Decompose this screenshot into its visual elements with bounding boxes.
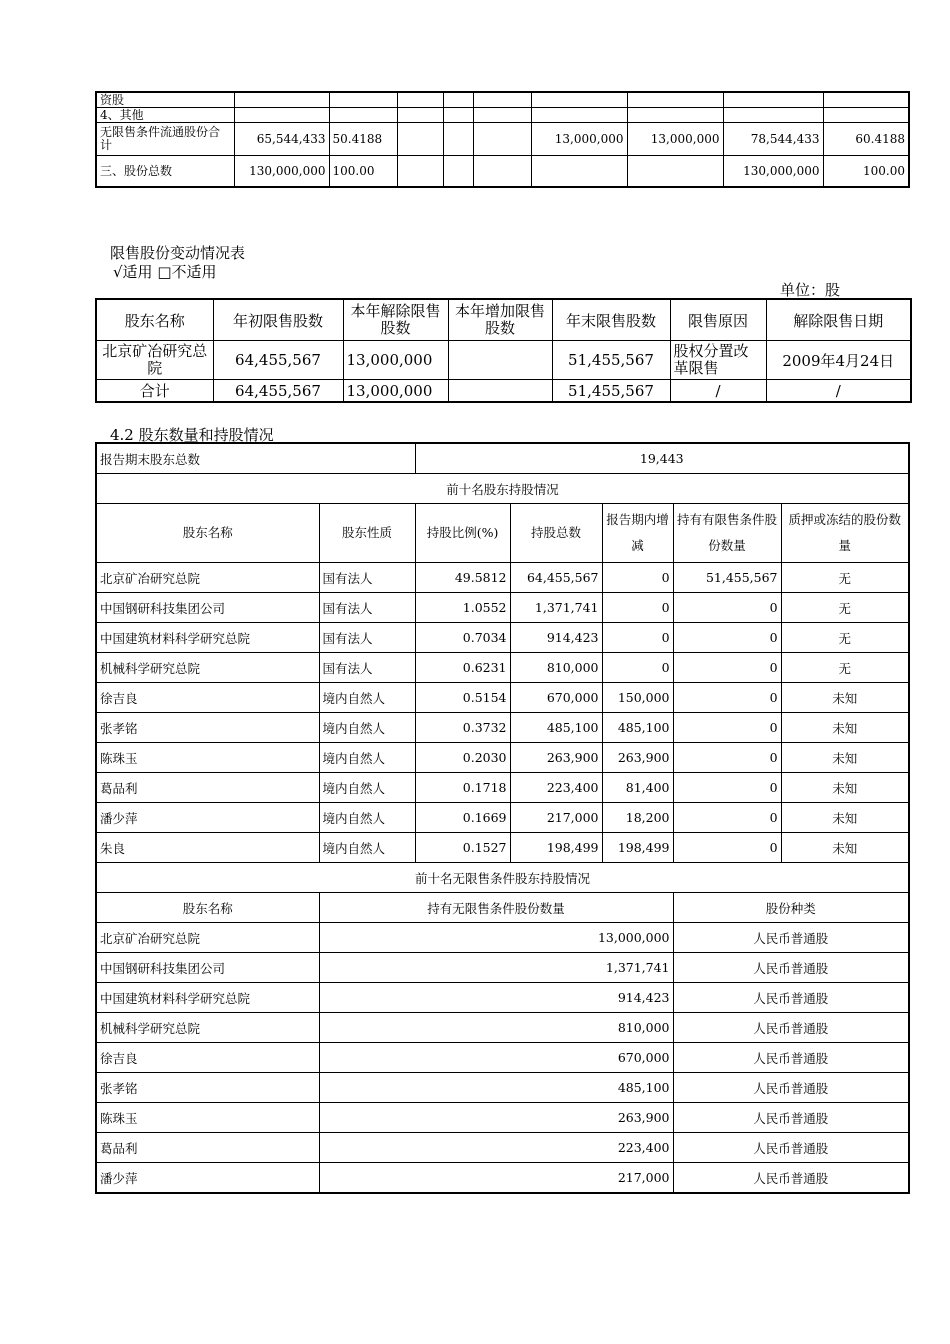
table-row: 合计 64,455,567 13,000,000 51,455,567 / /	[96, 380, 911, 403]
table-row: 葛品利 境内自然人 0.1718 223,400 81,400 0 未知	[96, 773, 909, 803]
shareholders-table	[95, 442, 910, 1194]
applicability-checkbox: √适用 □不适用	[113, 263, 217, 281]
row-label: 三、股份总数	[96, 156, 234, 188]
table-row: 中国钢研科技集团公司 1,371,741 人民币普通股	[96, 953, 909, 983]
table-row: 机械科学研究总院 国有法人 0.6231 810,000 0 0 无	[96, 653, 909, 683]
table-row: 陈珠玉 境内自然人 0.2030 263,900 263,900 0 未知	[96, 743, 909, 773]
table-row: 北京矿冶研究总院 64,455,567 13,000,000 51,455,567 股权分置改革限售 2009年4月24日	[96, 341, 911, 380]
table-header: 股东名称 年初限售股数 本年解除限售股数 本年增加限售股数 年末限售股数 限售原因 解除限售日期	[96, 299, 911, 341]
table-row: 张孝铭 境内自然人 0.3732 485,100 485,100 0 未知	[96, 713, 909, 743]
table-row: 葛品利 223,400 人民币普通股	[96, 1133, 909, 1163]
share-change-table	[95, 91, 910, 188]
row-label: 4、其他	[96, 108, 234, 123]
restricted-title: 限售股份变动情况表	[110, 244, 246, 262]
table-row: 机械科学研究总院 810,000 人民币普通股	[96, 1013, 909, 1043]
section-header: 前十名股东持股情况	[96, 474, 909, 504]
table-row: 徐吉良 境内自然人 0.5154 670,000 150,000 0 未知	[96, 683, 909, 713]
table-row	[96, 92, 909, 108]
row-label: 无限售条件流通股份合计	[96, 123, 234, 156]
section-header: 前十名无限售条件股东持股情况	[96, 863, 909, 893]
table-row: 中国建筑材料科学研究总院 914,423 人民币普通股	[96, 983, 909, 1013]
restricted-shares-table	[95, 298, 912, 403]
table-row: 北京矿冶研究总院 国有法人 49.5812 64,455,567 0 51,455,567 无	[96, 563, 909, 593]
table-row: 中国钢研科技集团公司 国有法人 1.0552 1,371,741 0 0 无	[96, 593, 909, 623]
unit-label: 单位：股	[780, 281, 841, 299]
table-row: 北京矿冶研究总院 13,000,000 人民币普通股	[96, 923, 909, 953]
table-row: 陈珠玉 263,900 人民币普通股	[96, 1103, 909, 1133]
row-label: 资股	[96, 92, 234, 108]
table-row: 朱良 境内自然人 0.1527 198,499 198,499 0 未知	[96, 833, 909, 863]
total-holders-row: 报告期末股东总数 19,443	[96, 443, 909, 474]
table-row: 潘少萍 217,000 人民币普通股	[96, 1163, 909, 1194]
table-row: 徐吉良 670,000 人民币普通股	[96, 1043, 909, 1073]
table-header: 股东名称 股东性质 持股比例(%) 持股总数 报告期内增减 持有有限售条件股份数量 质押或冻结的股份数量	[96, 504, 909, 563]
table-row: 中国建筑材料科学研究总院 国有法人 0.7034 914,423 0 0 无	[96, 623, 909, 653]
section-title: 4.2 股东数量和持股情况	[110, 426, 274, 444]
table-row: 无限售条件流通股份合计 65,544,433 50.4188 13,000,000 13,000,000 78,544,433 60.4188	[96, 123, 909, 156]
table-row: 三、股份总数 130,000,000 100.00 130,000,000 100.00	[96, 156, 909, 188]
table-header: 股东名称 持有无限售条件股份数量 股份种类	[96, 893, 909, 923]
table-row: 张孝铭 485,100 人民币普通股	[96, 1073, 909, 1103]
table-row	[96, 108, 909, 123]
table-row: 潘少萍 境内自然人 0.1669 217,000 18,200 0 未知	[96, 803, 909, 833]
